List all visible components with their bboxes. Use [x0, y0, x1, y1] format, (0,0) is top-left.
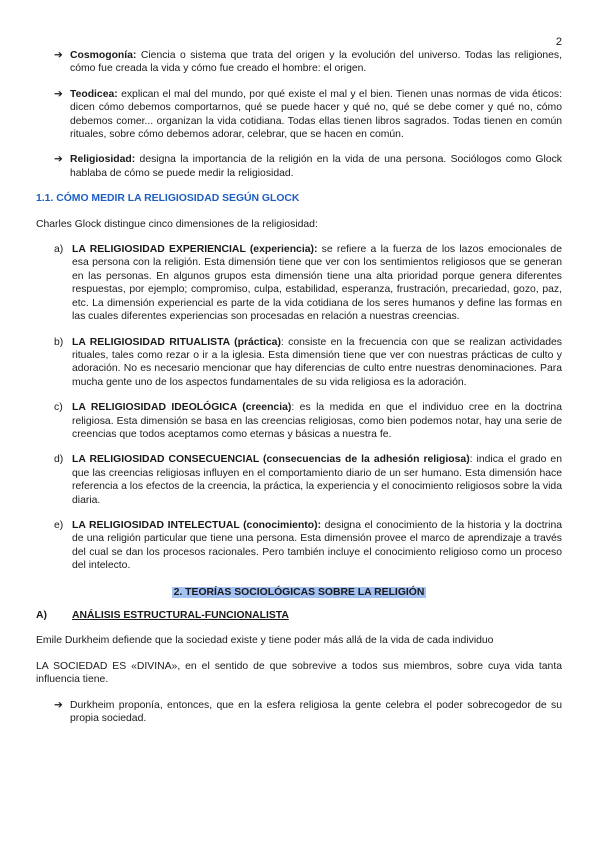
arrow-bullet-icon: ➔ — [54, 699, 63, 711]
dimension-text: : consiste en la frecuencia con que se realizan actividades rituales, tales como rezar o ir a la iglesia. Esta dimensión tiene que ver con nuestras prácticas de culto y adoración. No es necesario mencionar que hay diferencias de culto entre nuestras denominaciones. Para mucha gente uno de los aspectos fundamentales de su vida religiosa es la adoración. — [72, 336, 562, 388]
definition-cosmogonia — [36, 49, 562, 76]
arrow-bullet-icon: ➔ — [54, 154, 63, 166]
subsection-letter: A) — [36, 610, 47, 621]
list-letter: e) — [54, 519, 64, 531]
definition-term: Religiosidad: — [70, 154, 136, 166]
dimension-ideologica — [36, 401, 562, 441]
durkheim-paragraph-1: Emile Durkheim defiende que la sociedad existe y tiene poder más allá de la vida de cada individuo — [36, 635, 494, 647]
dimension-term: LA RELIGIOSIDAD IDEOLÓGICA (creencia) — [72, 402, 292, 414]
list-letter: b) — [54, 336, 64, 348]
section-2-title — [36, 586, 562, 599]
subsection-title: ANÁLISIS ESTRUCTURAL-FUNCIONALISTA — [72, 610, 289, 621]
definition-term: Teodicea: — [70, 88, 118, 100]
dimension-text: designa el conocimiento de la historia y la doctrina de una religión particular que tiene una persona. Esta dimensión provee el marco de aprendizaje a través del cual se dan los procesos racionales. Pero también incluye el conocimiento religioso como un proceso del intelecto. — [72, 519, 563, 572]
arrow-bullet-icon: ➔ — [54, 50, 63, 61]
definition-religiosidad — [36, 153, 562, 180]
durkheim-point — [36, 699, 562, 726]
durkheim-point-text: Durkheim proponía, entonces, que en la esfera religiosa la gente celebra el poder sobrecogedor de su propia sociedad. — [70, 699, 562, 725]
dimension-consecuencial — [36, 453, 562, 507]
definition-text: designa la importancia de la religión en la vida de una persona. Sociólogos como Glock hablaba de cómo se puede medir la religiosidad. — [70, 154, 562, 179]
list-letter: c) — [54, 402, 63, 414]
section-2-title-text: 2. TEORÍAS SOCIOLÓGICAS SOBRE LA RELIGIÓN — [173, 586, 425, 598]
document-body — [36, 49, 562, 737]
subsection-a-heading — [36, 609, 562, 622]
dimension-text: se refiere a la fuerza de los lazos emocionales de esa persona con la religión. Esta dimensión tiene que ver con los sentimientos religiosos que se generan en las personas. En algunos grupos esta dimensión tiene una alta prioridad porque genera diferentes respuestas, por ejemplo; compromiso, culpa, estabilidad, esperanza, frustración, precariedad, gozo, paz, etc. La dimensión experiencial es parte de la vida cotidiana de los seres humanos y define las formas en las cuales diferentes experiencias son procesadas en relación a nuestras creencias. — [72, 244, 562, 323]
definition-term: Cosmogonía: — [70, 50, 137, 61]
durkheim-paragraph-2: LA SOCIEDAD ES «DIVINA», en el sentido de que sobrevive a todos sus miembros, sobre cuya vida tanta influencia tiene. — [36, 660, 562, 686]
glock-intro: Charles Glock distingue cinco dimensiones de la religiosidad: — [36, 218, 318, 230]
dimension-term: LA RELIGIOSIDAD EXPERIENCIAL (experiencia): — [72, 244, 318, 256]
dimension-term: LA RELIGIOSIDAD INTELECTUAL (conocimiento): — [72, 519, 322, 531]
definition-teodicea — [36, 88, 562, 142]
dimension-text: : indica el grado en que las creencias religiosas influyen en el comportamiento diario de un ser humano. Esta dimensión hace referencia a los efectos de la creencia, la práctica, la experiencia y el conocimiento religiosos sobre la vida diaria. — [72, 454, 562, 506]
dimension-term: LA RELIGIOSIDAD CONSECUENCIAL (consecuencias de la adhesión religiosa) — [72, 454, 470, 466]
dimension-text: : es la medida en que el individuo cree en la doctrina religiosa. Esta dimensión se basa en las creencias religiosas, como bien podemos notar, hay una serie de creencias que todos aceptamos como eternas y básicas a nuestra fe. — [72, 402, 562, 440]
definition-text: explican el mal del mundo, por qué existe el mal y el bien. Tienen unas normas de vida éticos: dicen cómo debemos comportarnos, qué se puede hacer y qué no, qué se debe comer y qué no, cómo debemos comer... organizan la vida cotidiana. Todas ellas tienen libros sagrados. Todas tienen en común rituales, sobre cómo debemos adorar, celebrar, que se hacen en común. — [70, 88, 562, 141]
dimension-term: LA RELIGIOSIDAD RITUALISTA (práctica) — [72, 336, 281, 348]
list-letter: d) — [54, 454, 64, 466]
dimension-ritualista — [36, 336, 562, 390]
arrow-bullet-icon: ➔ — [54, 88, 63, 100]
page-number: 2 — [555, 36, 562, 48]
list-letter: a) — [54, 244, 64, 256]
dimension-intelectual — [36, 519, 562, 573]
dimension-experiencial — [36, 243, 562, 323]
heading-1-1: 1.1. CÓMO MEDIR LA RELIGIOSIDAD SEGÚN GLOCK — [36, 193, 300, 205]
definition-text: Ciencia o sistema que trata del origen y la evolución del universo. Todas las religiones, cómo fue creada la vida y cómo fue creado el hombre: el origen. — [70, 50, 562, 75]
